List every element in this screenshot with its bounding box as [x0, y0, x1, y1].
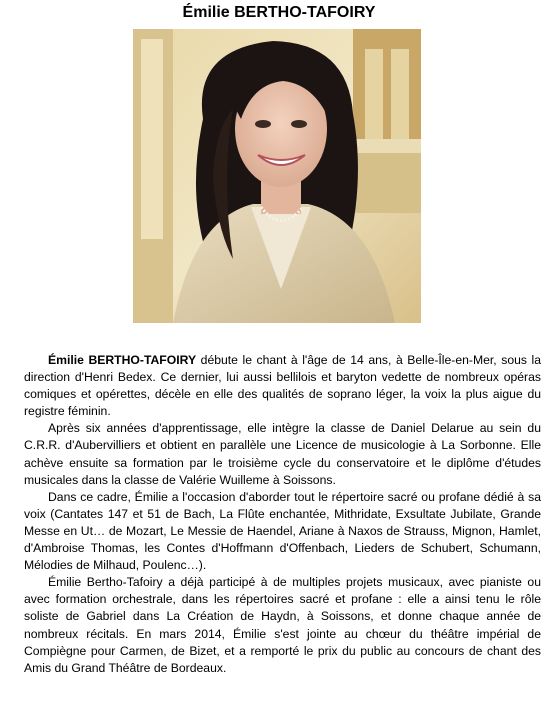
bio-p1-text: débute le chant à l'âge de 14 ans, à Belle-Île-en-Mer, sous la direction d'Henri Bedex. Ce dernier, lui aussi bellilois et baryton vedette de nombreux opéras comiques et opérettes, décèle en elle des qualités de soprano léger, la voix la plus aigue du registre féminin.: [24, 353, 542, 419]
portrait-image: [133, 29, 421, 323]
bio-paragraph-2: Après six années d'apprentissage, elle intègre la classe de Daniel Delarue au sein du C.R.R. d'Aubervilliers et obtient en parallèle une Licence de musicologie à La Sorbonne. Elle achève ensuite sa formation par le troisième cycle du conservatoire et le diplôme d'études musicales dans la classe de Valérie Wuilleme à Soissons.: [24, 421, 541, 487]
bio-paragraph-1: [24, 352, 541, 420]
portrait-photo: [133, 29, 421, 323]
biography-text: [24, 352, 541, 677]
page-title: Émilie BERTHO-TAFOIRY: [182, 4, 376, 21]
bio-paragraph-4: Émilie Bertho-Tafoiry a déjà participé à de multiples projets musicaux, avec pianiste ou avec formation orchestrale, dans les répertoires sacré et profane : elle a ainsi tenu le rôle soliste de Gabriel dans La Création de Haydn, à Soissons, et donne chaque année de nombreux récitals. En mars 2014, Émilie s'est jointe au chœur du théâtre impérial de Compiègne pour Carmen, de Bizet, et a remporté le prix du public au concours de chant des Amis du Grand Théâtre de Bordeaux.: [24, 575, 541, 675]
bio-paragraph-3: Dans ce cadre, Émilie a l'occasion d'aborder tout le répertoire sacré ou profane dédié à sa voix (Cantates 147 et 51 de Bach, La Flûte enchantée, Mithridate, Exsultate Jubilate, Grande Messe en Ut… de Mozart, Le Messie de Haendel, Ariane à Naxos de Strauss, Mignon, Hamlet, d'Ambroise Thomas, les Contes d'Hoffmann d'Offenbach, Lieders de Schubert, Schumann, Mélodies de Milhaud, Poulenc…).: [24, 489, 541, 573]
bio-name: Émilie BERTHO-TAFOIRY: [48, 353, 197, 367]
